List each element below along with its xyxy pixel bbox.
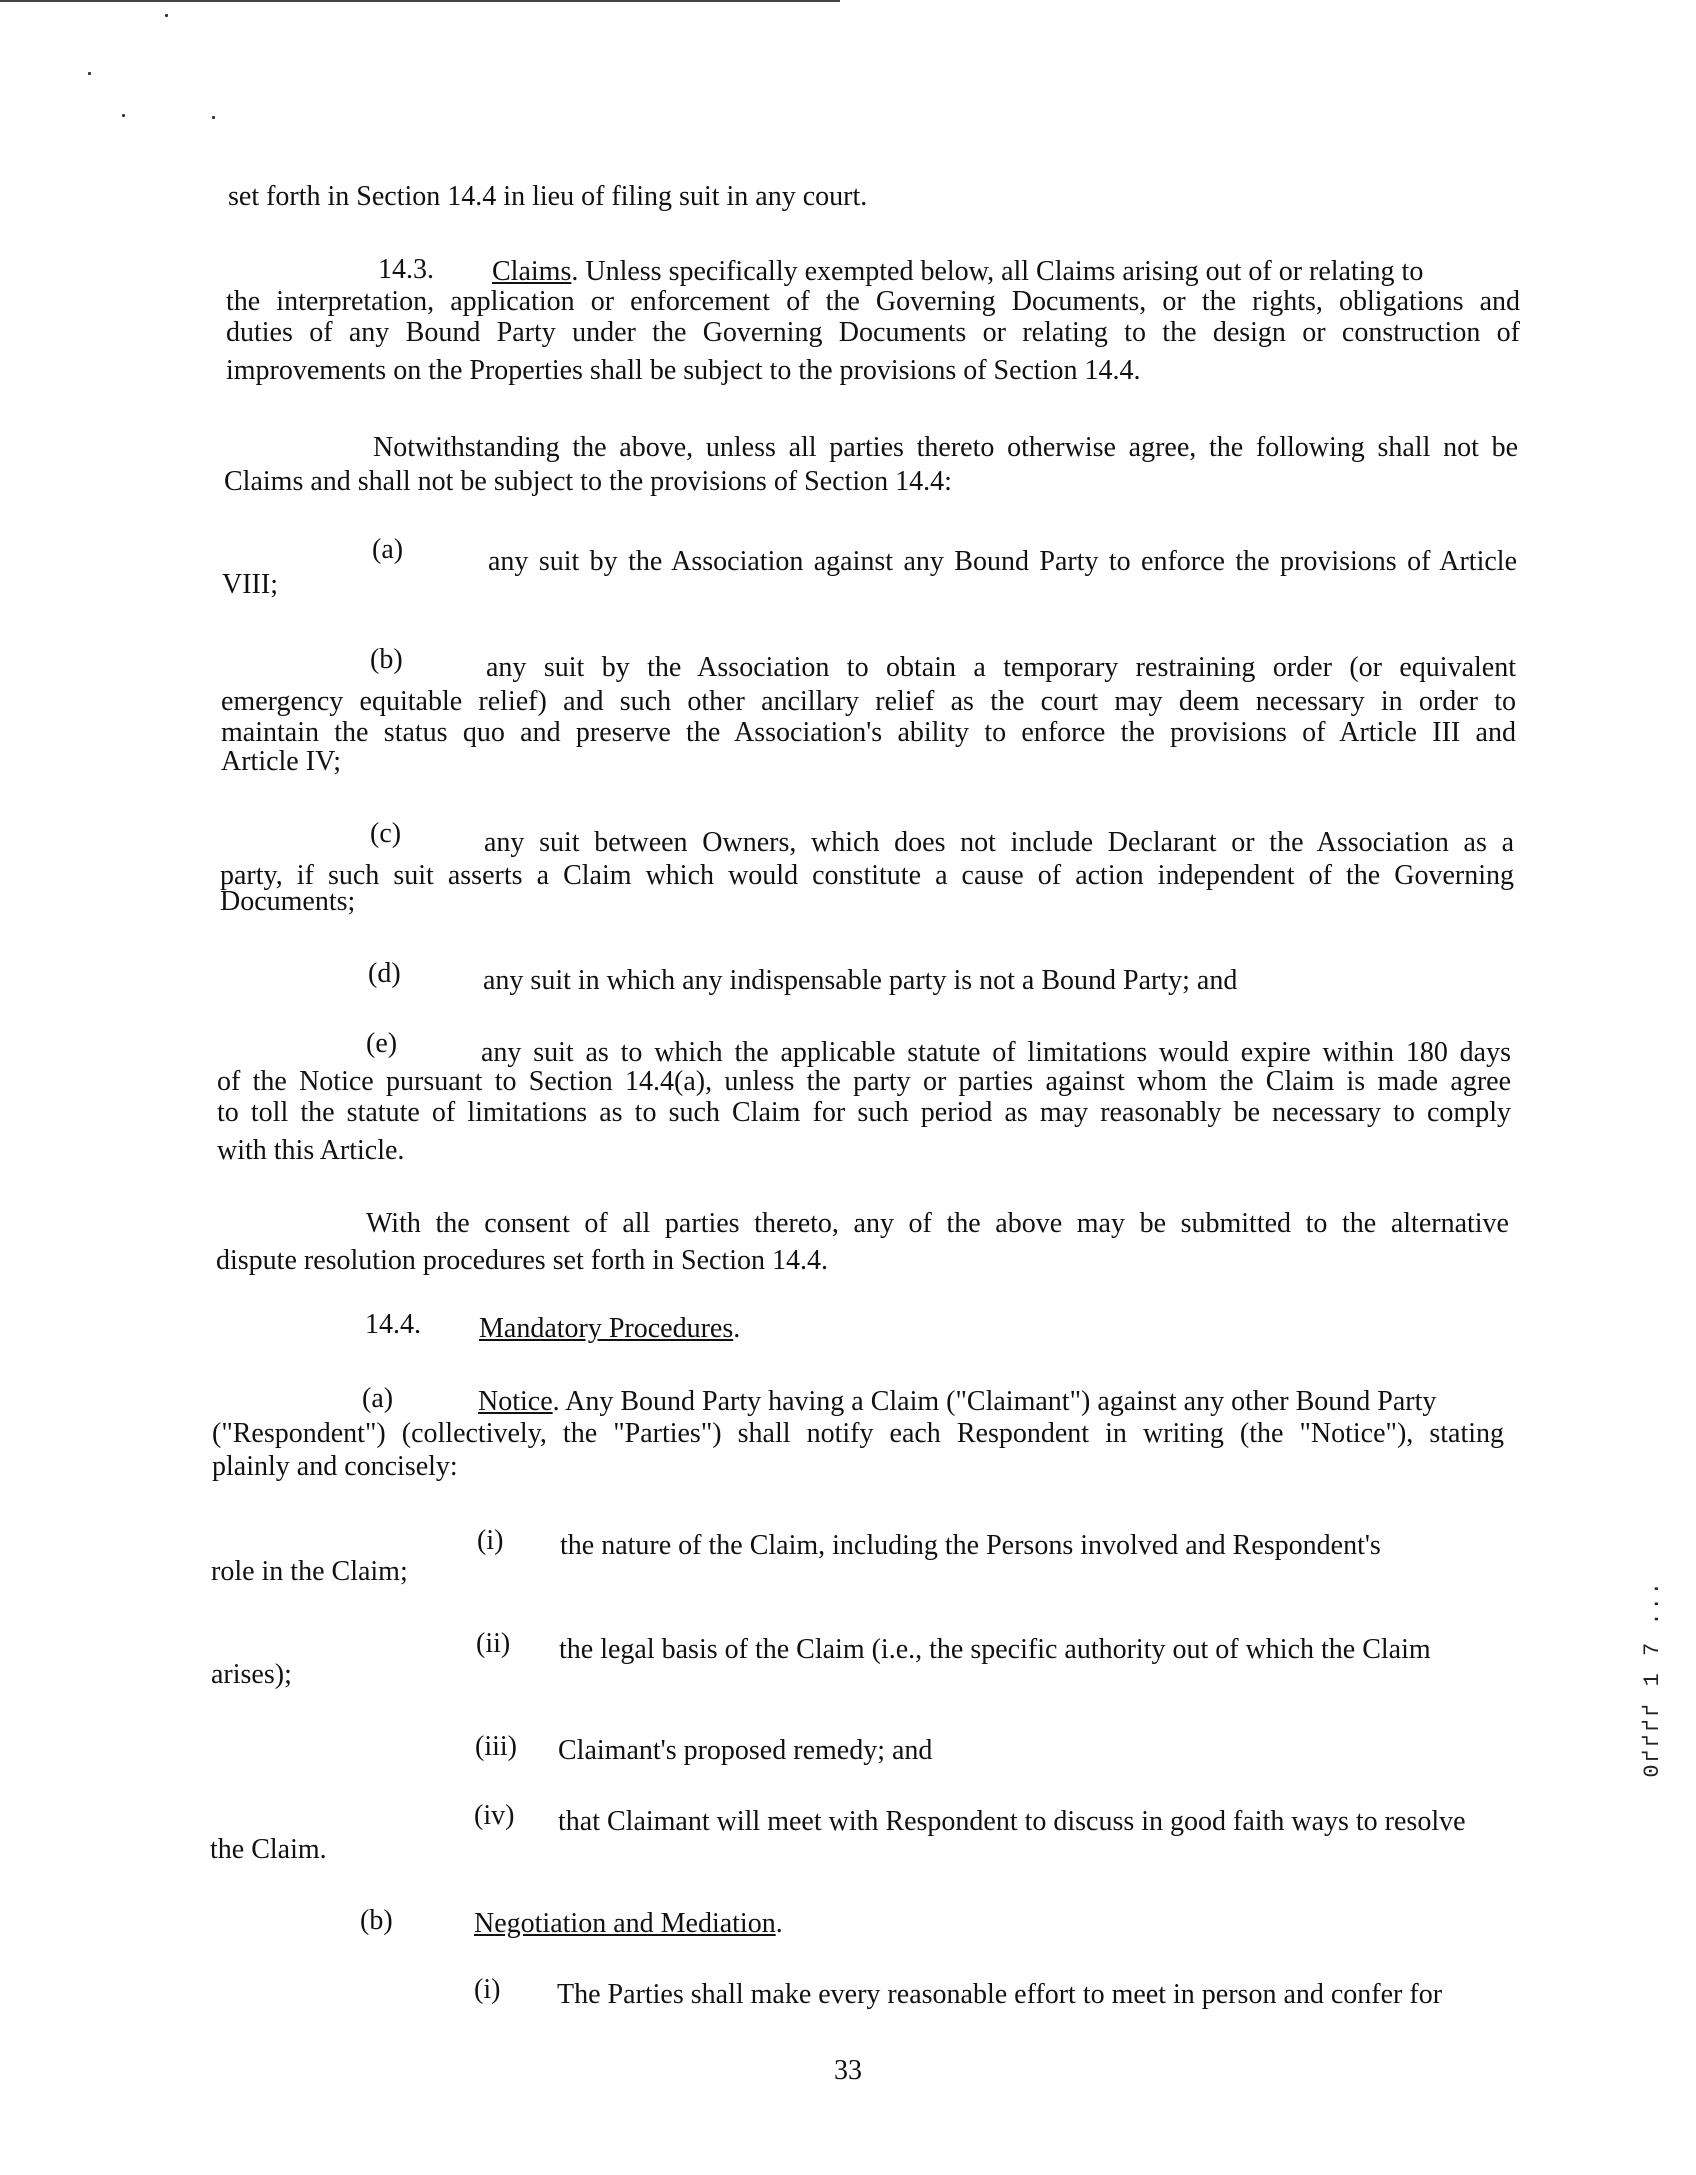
item-a-line1: any suit by the Association against any Bound Party to enforce the provisions of Article <box>488 546 1517 577</box>
scan-speck <box>88 72 91 75</box>
section-14-3-number: 14.3. <box>378 254 434 285</box>
subitem-iv-line1: that Claimant will meet with Respondent to discuss in good faith ways to resolve <box>558 1806 1466 1837</box>
mandatory-procedures-heading: Mandatory Procedures <box>479 1313 734 1344</box>
item-c-line3: Documents; <box>220 886 356 917</box>
notice-line3: plainly and concisely: <box>212 1451 458 1482</box>
item-b-line4: Article IV; <box>221 746 341 777</box>
notice-heading: Notice <box>478 1386 553 1417</box>
margin-stamp: 0ґґґґ 1 7 ... <box>1640 1580 1665 1778</box>
claims-heading: Claims <box>492 256 572 287</box>
section-14-4-number: 14.4. <box>365 1309 421 1340</box>
section-14-3-line4: improvements on the Properties shall be subject to the provisions of Section 14.4. <box>226 355 1141 386</box>
notice-first-line-text: . Any Bound Party having a Claim ("Claimant") against any other Bound Party <box>552 1386 1437 1417</box>
notice-first-line <box>478 1388 1504 1416</box>
claims-first-line-text: . Unless specifically exempted below, all Claims arising out of or relating to <box>571 256 1424 287</box>
negotiation-heading: Negotiation and Mediation <box>474 1908 776 1939</box>
heading-period: . <box>775 1908 783 1939</box>
item-b-line3: maintain the status quo and preserve the Association's ability to enforce the provisions of Article III and <box>221 717 1516 748</box>
item-b-label: (b) <box>370 644 403 675</box>
notice-label: (a) <box>362 1383 394 1414</box>
subitem-iv-line2: the Claim. <box>210 1834 327 1865</box>
subitem-ii-line2: arises); <box>211 1659 292 1690</box>
subitem-iii-line1: Claimant's proposed remedy; and <box>558 1735 933 1766</box>
item-e-line2: of the Notice pursuant to Section 14.4(a), unless the party or parties against whom the Claim is made agree <box>217 1066 1511 1097</box>
item-d-label: (d) <box>368 958 401 989</box>
final-item-label: (i) <box>474 1974 501 2005</box>
notwithstanding-line2: Claims and shall not be subject to the provisions of Section 14.4: <box>224 466 952 497</box>
consent-line2: dispute resolution procedures set forth in Section 14.4. <box>216 1245 828 1276</box>
item-a-line2: VIII; <box>222 569 278 600</box>
scan-top-edge <box>0 0 840 2</box>
item-c-label: (c) <box>370 818 402 849</box>
item-c-line2: party, if such suit asserts a Claim which would constitute a cause of action independent of the Governing <box>220 860 1514 891</box>
page-number: 33 <box>834 2055 862 2086</box>
negotiation-heading-line <box>474 1910 783 1938</box>
item-a-label: (a) <box>372 534 404 565</box>
section-14-4-heading-line <box>479 1315 740 1343</box>
final-item-line1: The Parties shall make every reasonable effort to meet in person and confer for <box>557 1979 1443 2010</box>
intro-line: set forth in Section 14.4 in lieu of filing suit in any court. <box>228 181 868 212</box>
heading-period: . <box>733 1313 741 1344</box>
subitem-i-line2: role in the Claim; <box>211 1556 408 1587</box>
scan-speck <box>165 14 168 17</box>
item-d-line1: any suit in which any indispensable party is not a Bound Party; and <box>483 965 1238 996</box>
section-14-3-line3: duties of any Bound Party under the Governing Documents or relating to the design or construction of <box>226 317 1520 348</box>
section-14-3-line2: the interpretation, application or enforcement of the Governing Documents, or the rights, obligations and <box>226 286 1520 317</box>
notwithstanding-line1: Notwithstanding the above, unless all parties thereto otherwise agree, the following shall not be <box>373 432 1518 463</box>
notice-line2: ("Respondent") (collectively, the "Parties") shall notify each Respondent in writing (the "Notice"), stating <box>212 1418 1504 1449</box>
subitem-ii-line1: the legal basis of the Claim (i.e., the specific authority out of which the Claim <box>559 1634 1431 1665</box>
item-e-line4: with this Article. <box>217 1135 405 1166</box>
consent-line1: With the consent of all parties thereto, any of the above may be submitted to the alternative <box>366 1208 1509 1239</box>
item-e-line1: any suit as to which the applicable statute of limitations would expire within 180 days <box>481 1037 1511 1068</box>
scan-speck <box>122 114 125 117</box>
item-e-label: (e) <box>366 1028 398 1059</box>
subitem-iv-label: (iv) <box>474 1800 515 1831</box>
subitem-ii-label: (ii) <box>476 1628 511 1659</box>
section-14-3-first-line <box>492 258 1520 286</box>
negotiation-label: (b) <box>360 1905 393 1936</box>
item-b-line1: any suit by the Association to obtain a temporary restraining order (or equivalent <box>486 652 1516 683</box>
item-e-line3: to toll the statute of limitations as to such Claim for such period as may reasonably be necessary to comply <box>217 1097 1511 1128</box>
scan-speck <box>212 116 215 119</box>
item-c-line1: any suit between Owners, which does not include Declarant or the Association as a <box>484 827 1514 858</box>
item-b-line2: emergency equitable relief) and such other ancillary relief as the court may deem necessary in order to <box>221 686 1516 717</box>
subitem-i-line1: the nature of the Claim, including the Persons involved and Respondent's <box>560 1530 1381 1561</box>
subitem-i-label: (i) <box>477 1525 504 1556</box>
subitem-iii-label: (iii) <box>475 1731 517 1762</box>
